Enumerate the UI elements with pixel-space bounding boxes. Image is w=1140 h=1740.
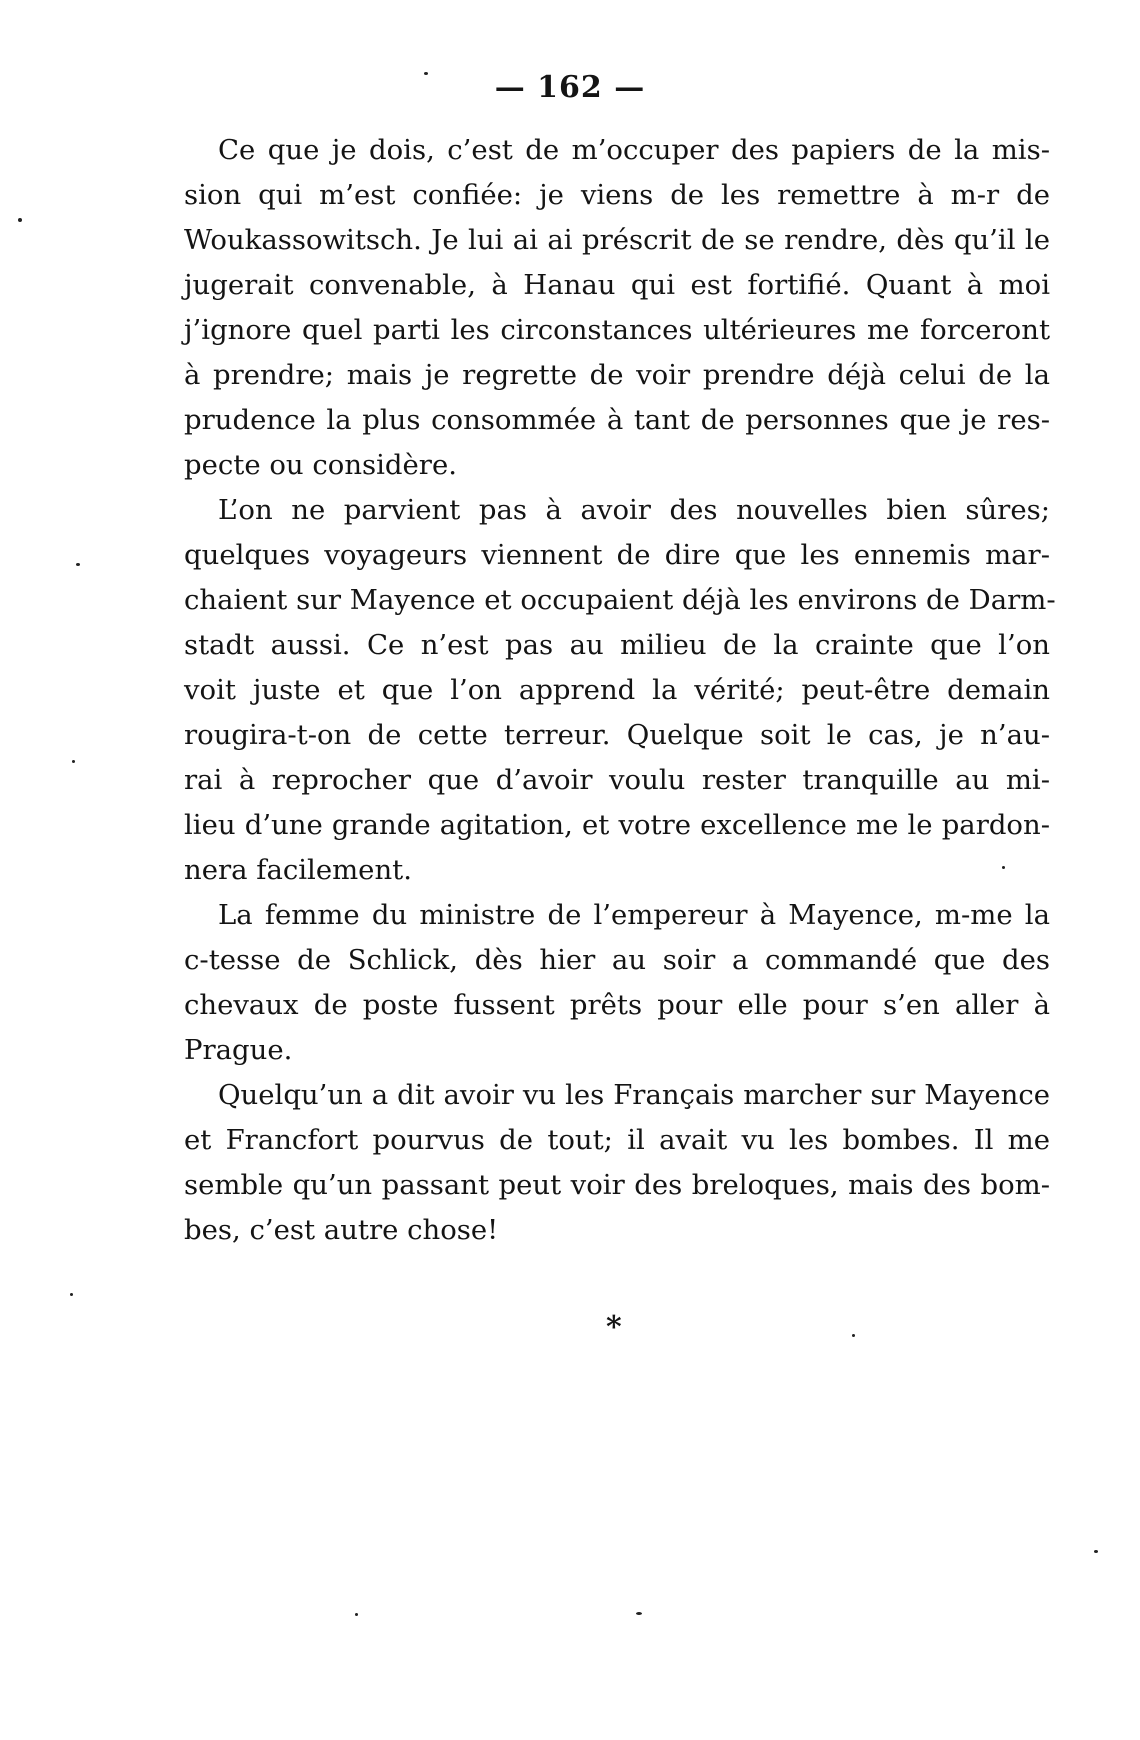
- text-line: chevaux de poste fussent prêts pour elle pour s’en aller à: [184, 989, 1050, 1021]
- text-line: stadt aussi. Ce n’est pas au milieu de la crainte que l’on: [184, 629, 1050, 661]
- text-line: Ce que je dois, c’est de m’occuper des papiers de la mis-: [218, 134, 1050, 166]
- text-line: nera facilement.: [184, 854, 412, 886]
- scan-speck: [72, 760, 75, 763]
- text-line: rai à reprocher que d’avoir voulu rester tranquille au mi-: [184, 764, 1050, 796]
- scan-speck: [70, 1293, 73, 1296]
- text-line: chaient sur Mayence et occupaient déjà les environs de Darm-: [184, 584, 1056, 616]
- section-break-asterisk: *: [606, 1310, 622, 1345]
- scan-speck: [18, 218, 22, 222]
- text-line: à prendre; mais je regrette de voir prendre déjà celui de la: [184, 359, 1050, 391]
- text-line: L’on ne parvient pas à avoir des nouvelles bien sûres;: [218, 494, 1050, 526]
- scan-speck: [1002, 866, 1005, 869]
- text-line: quelques voyageurs viennent de dire que les ennemis mar-: [184, 539, 1050, 571]
- scan-speck: [852, 1334, 855, 1337]
- text-line: Prague.: [184, 1034, 293, 1066]
- paragraph-4: [184, 1073, 1050, 1253]
- text-line: La femme du ministre de l’empereur à Mayence, m-me la: [218, 899, 1050, 931]
- text-line: j’ignore quel parti les circonstances ultérieures me forceront: [184, 314, 1050, 346]
- scan-speck: [1094, 1550, 1098, 1553]
- page-number: — 162 —: [494, 70, 646, 105]
- body-text: [184, 128, 1056, 1253]
- text-line: Quelqu’un a dit avoir vu les Français marcher sur Mayence: [218, 1079, 1050, 1111]
- text-line: lieu d’une grande agitation, et votre excellence me le pardon-: [184, 809, 1050, 841]
- text-line: c-tesse de Schlick, dès hier au soir a commandé que des: [184, 944, 1050, 976]
- text-line: jugerait convenable, à Hanau qui est fortifié. Quant à moi: [184, 269, 1050, 301]
- scan-speck: [355, 1613, 358, 1616]
- text-line: prudence la plus consommée à tant de personnes que je res-: [184, 404, 1050, 436]
- scan-speck: [76, 563, 80, 566]
- scan-speck: [424, 72, 428, 75]
- text-line: bes, c’est autre chose!: [184, 1214, 499, 1246]
- text-line: semble qu’un passant peut voir des breloques, mais des bom-: [184, 1169, 1050, 1201]
- paragraph-3: [184, 893, 1050, 1073]
- text-line: et Francfort pourvus de tout; il avait vu les bombes. Il me: [184, 1124, 1050, 1156]
- paragraph-2: [184, 488, 1056, 893]
- text-line: voit juste et que l’on apprend la vérité; peut-être demain: [184, 674, 1050, 706]
- text-line: sion qui m’est confiée: je viens de les remettre à m-r de: [184, 179, 1050, 211]
- text-line: pecte ou considère.: [184, 449, 457, 481]
- text-line: Woukassowitsch. Je lui ai ai préscrit de se rendre, dès qu’il le: [184, 224, 1050, 256]
- paragraph-1: [184, 128, 1050, 488]
- text-line: rougira-t-on de cette terreur. Quelque soit le cas, je n’au-: [184, 719, 1050, 751]
- scan-speck: [636, 1612, 642, 1615]
